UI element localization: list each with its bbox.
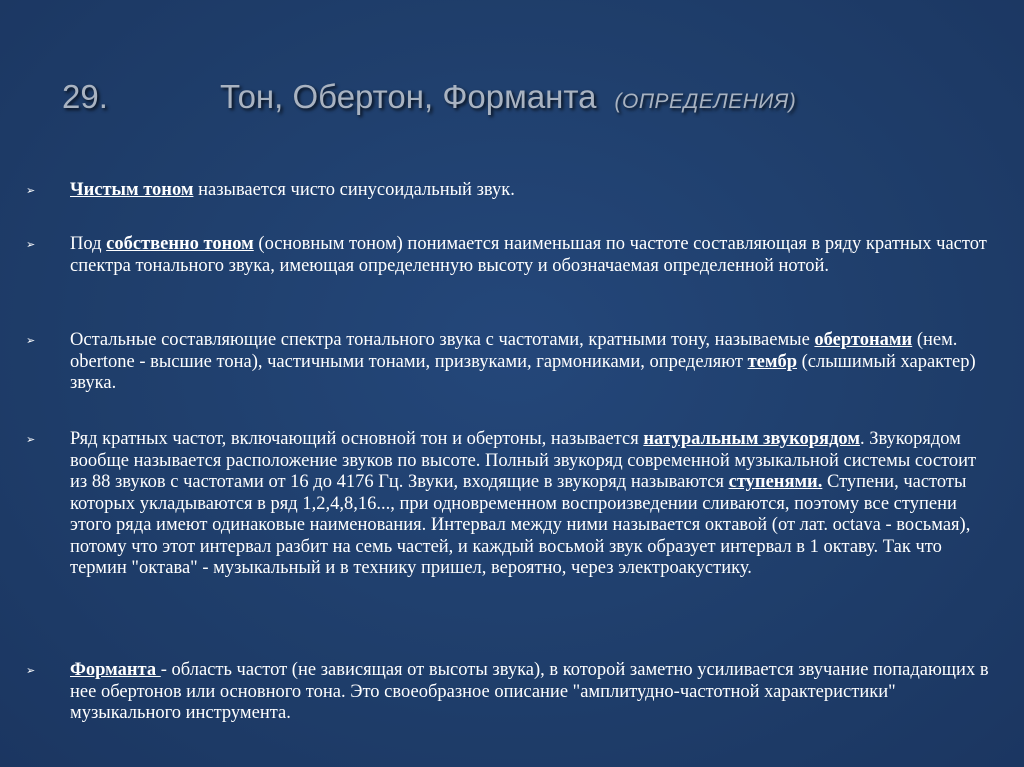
term-steps: ступенями. [728, 472, 823, 492]
definition-text: . Звукорядом вообще называется расположение звуков по высоте. Полный звукоряд современной музыкальной системы состоит из 88 звуков с частотами от 16 до 4176 Гц. Звуки, входящие в звукоряд называются [70, 429, 977, 492]
definition-text: (основным тоном) понимается наименьшая по частоте составляющая в ряду кратных частот спектра тонального звука, имеющая определенную высоту и обозначаемая определенной нотой. [70, 234, 987, 276]
term-fundamental-tone: собственно тоном [106, 234, 254, 254]
definition-text: Под [70, 234, 107, 254]
definition-text: (нем. obertone - высшие тона), частичными тонами, призвуками, гармониками, определяют [70, 330, 958, 372]
title-text: Тон, Обертон, Форманта [220, 78, 597, 115]
definition-text: Ступени, частоты которых укладываются в ряд 1,2,4,8,16..., при одновременном воспроизведении сливаются, поэтому все ступени этого ряда имеют одинаковые наименования. Интервал между ними называется октавой (от лат. octava - восьмая), потому что этот интервал разбит на семь частей, и каждый восьмой звук образует интервал в 1 октаву. Так что термин "октава" - музыкальный и в технику пришел, вероятно, через электроакустику. [70, 472, 971, 578]
term-formant: Форманта [70, 660, 161, 680]
arrow-bullet-icon: ➢ [26, 433, 36, 446]
definition-item-fundamental-tone [26, 234, 990, 277]
definition-item-formant [26, 660, 990, 725]
definition-item-pure-tone [26, 180, 990, 202]
definition-text: - область частот (не зависящая от высоты звука), в которой заметно усиливается звучание попадающих в нее обертонов или основного тона. Это своеобразное описание "амплитудно-частотной характеристики" музыкального инструмента. [70, 660, 989, 723]
definition-text: называется чисто синусоидальный звук. [193, 180, 515, 200]
definition-item-natural-scale [26, 429, 990, 580]
definition-item-overtones [26, 330, 990, 395]
term-natural-scale: натуральным звукорядом [643, 429, 860, 449]
title-subtitle: (ОПРЕДЕЛЕНИЯ) [614, 90, 797, 113]
slide-number: 29. [62, 78, 108, 115]
title-main [220, 78, 796, 116]
definition-text: Остальные составляющие спектра тонального звука с частотами, кратными тону, называемые [70, 330, 815, 350]
term-timbre: тембр [747, 351, 798, 372]
term-pure-tone: Чистым тоном [70, 180, 194, 200]
arrow-bullet-icon: ➢ [26, 334, 36, 347]
arrow-bullet-icon: ➢ [26, 664, 36, 677]
slide-title [62, 78, 1002, 122]
arrow-bullet-icon: ➢ [26, 184, 36, 197]
definition-text: Ряд кратных частот, включающий основной тон и обертоны, называется [70, 429, 644, 449]
term-overtones: обертонами [814, 330, 913, 350]
definition-text: (слышимый характер) звука. [70, 351, 976, 393]
arrow-bullet-icon: ➢ [26, 238, 36, 251]
